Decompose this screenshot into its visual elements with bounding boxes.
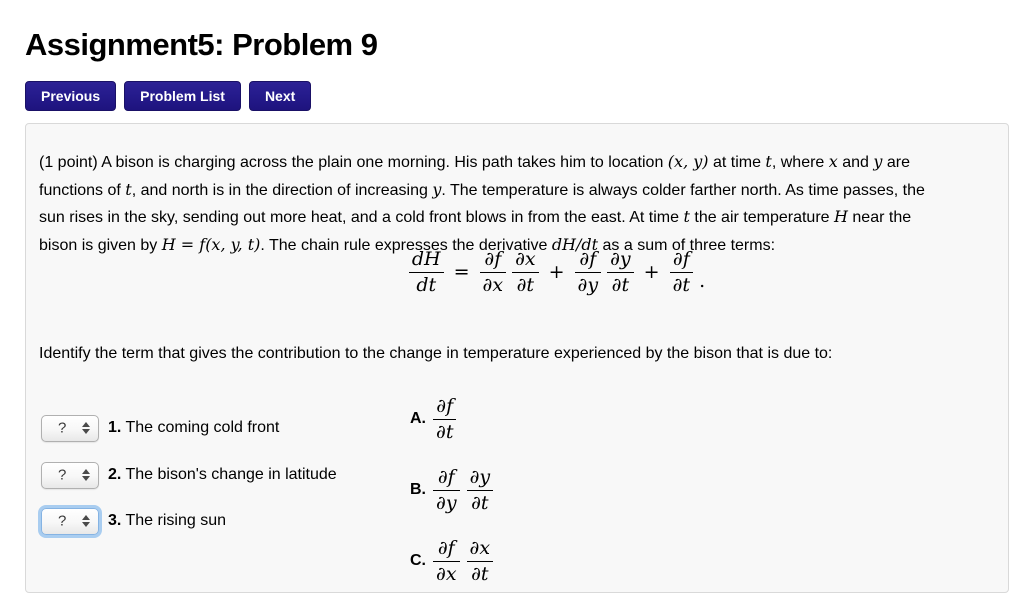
arrow-up-icon [82,469,90,474]
match-row [41,507,226,535]
fraction-numerator: ∂y [610,248,631,270]
match-item-text: The coming cold front [121,419,280,436]
fraction-numerator: dH [411,248,441,270]
paragraph-text: at time [708,154,766,171]
fraction-numerator: ∂f [436,395,454,417]
match-row [41,414,279,442]
fraction-numerator: ∂y [469,466,491,488]
match-item-number: 2. [108,466,122,483]
match-item-text: The rising sun [121,512,226,529]
inline-math: (x, y) [667,152,709,171]
fraction-denominator: ∂t [512,272,539,296]
select-value: ? [58,466,67,484]
paragraph-text: , and north is in the direction of increasing [131,181,433,199]
paragraph-text: near the [847,209,912,226]
match-item-label [108,419,279,437]
fraction [467,467,494,514]
equation-period: . [699,270,706,293]
fraction-numerator: ∂x [469,537,491,559]
inline-math: H [834,207,848,226]
paragraph-text: , where [771,154,829,171]
fraction [467,538,494,585]
fraction-numerator: ∂x [515,248,536,270]
problem-panel [25,123,1009,593]
inline-math: H = f(x, y, t) [161,234,261,254]
chain-rule-equation [409,249,705,296]
inline-math: x [828,152,838,171]
previous-button[interactable]: Previous [25,81,116,111]
fraction [512,249,539,296]
inline-math: dH/dt [551,234,599,254]
paragraph-text: the air temperature [689,209,834,226]
paragraph-text: . The chain rule expresses the derivative [260,236,552,254]
match-item-label [108,512,226,530]
fraction [433,538,460,585]
equation-row [26,249,1008,296]
problem-nav-bar [25,81,311,111]
arrow-down-icon [82,476,90,481]
arrow-down-icon [82,522,90,527]
answer-select-1[interactable] [41,415,99,442]
fraction-denominator: ∂t [467,490,494,514]
paragraph-text: bison is given by [39,236,162,254]
select-value: ? [58,512,67,530]
inline-math: t [125,179,132,199]
fraction-numerator: ∂f [437,466,455,488]
problem-paragraph [39,149,999,259]
paragraph-text: functions of [39,181,126,199]
select-value: ? [58,419,67,437]
fraction [409,249,444,296]
fraction-numerator: ∂f [579,248,597,270]
option-expression [433,538,493,585]
inline-math: t [765,152,772,171]
match-item-number: 3. [108,512,122,529]
answer-select-3[interactable] [41,508,99,535]
inline-math: y [432,179,442,199]
match-item-label [108,466,337,484]
select-stepper-icon [82,469,90,481]
arrow-up-icon [82,515,90,520]
paragraph-text: . The temperature is always colder farther north. As time passes, the [441,181,925,199]
page-title: Assignment5: Problem 9 [25,26,378,62]
option-label: A. [410,410,426,428]
match-item-text: The bison's change in latitude [121,466,337,483]
fraction-denominator: ∂x [433,561,460,585]
answer-select-2[interactable] [41,462,99,489]
option-label: B. [410,481,426,499]
fraction [575,249,602,296]
answer-option-c [410,538,493,585]
fraction-denominator: ∂t [467,561,494,585]
fraction-denominator: ∂y [575,272,602,296]
option-label: C. [410,552,426,570]
paragraph-text: (1 point) A bison is charging across the plain one morning. His path takes him to location [39,154,668,171]
fraction-denominator: ∂t [670,272,693,296]
paragraph-text: as a sum of three terms: [598,236,776,254]
fraction-denominator: ∂y [433,490,460,514]
arrow-up-icon [82,422,90,427]
fraction [433,396,456,443]
equation-operator: = [453,261,470,284]
arrow-down-icon [82,429,90,434]
answer-option-b [410,467,493,514]
fraction-numerator: ∂f [484,248,502,270]
equation-operator: + [548,261,565,284]
next-button[interactable]: Next [249,81,311,111]
fraction [670,249,693,296]
fraction [433,467,460,514]
problem-list-button[interactable]: Problem List [124,81,241,111]
inline-math: y [873,152,883,171]
fraction-denominator: ∂x [480,272,507,296]
fraction-denominator: dt [409,272,444,296]
select-stepper-icon [82,515,90,527]
paragraph-text: are [882,154,911,171]
answer-option-a [410,396,456,443]
match-item-number: 1. [108,419,122,436]
fraction [607,249,634,296]
option-expression [433,396,456,443]
identify-instruction: Identify the term that gives the contribution to the change in temperature experienced by the bison that is due to: [39,345,833,362]
inline-math: t [683,207,690,226]
fraction-numerator: ∂f [672,248,690,270]
paragraph-text: sun rises in the sky, sending out more heat, and a cold front blows in from the east. At time [39,209,684,226]
fraction [480,249,507,296]
paragraph-text: and [837,154,874,171]
match-row [41,461,337,489]
fraction-numerator: ∂f [437,537,455,559]
fraction-denominator: ∂t [607,272,634,296]
equation-operator: + [643,261,660,284]
option-expression [433,467,493,514]
fraction-denominator: ∂t [433,419,456,443]
select-stepper-icon [82,422,90,434]
